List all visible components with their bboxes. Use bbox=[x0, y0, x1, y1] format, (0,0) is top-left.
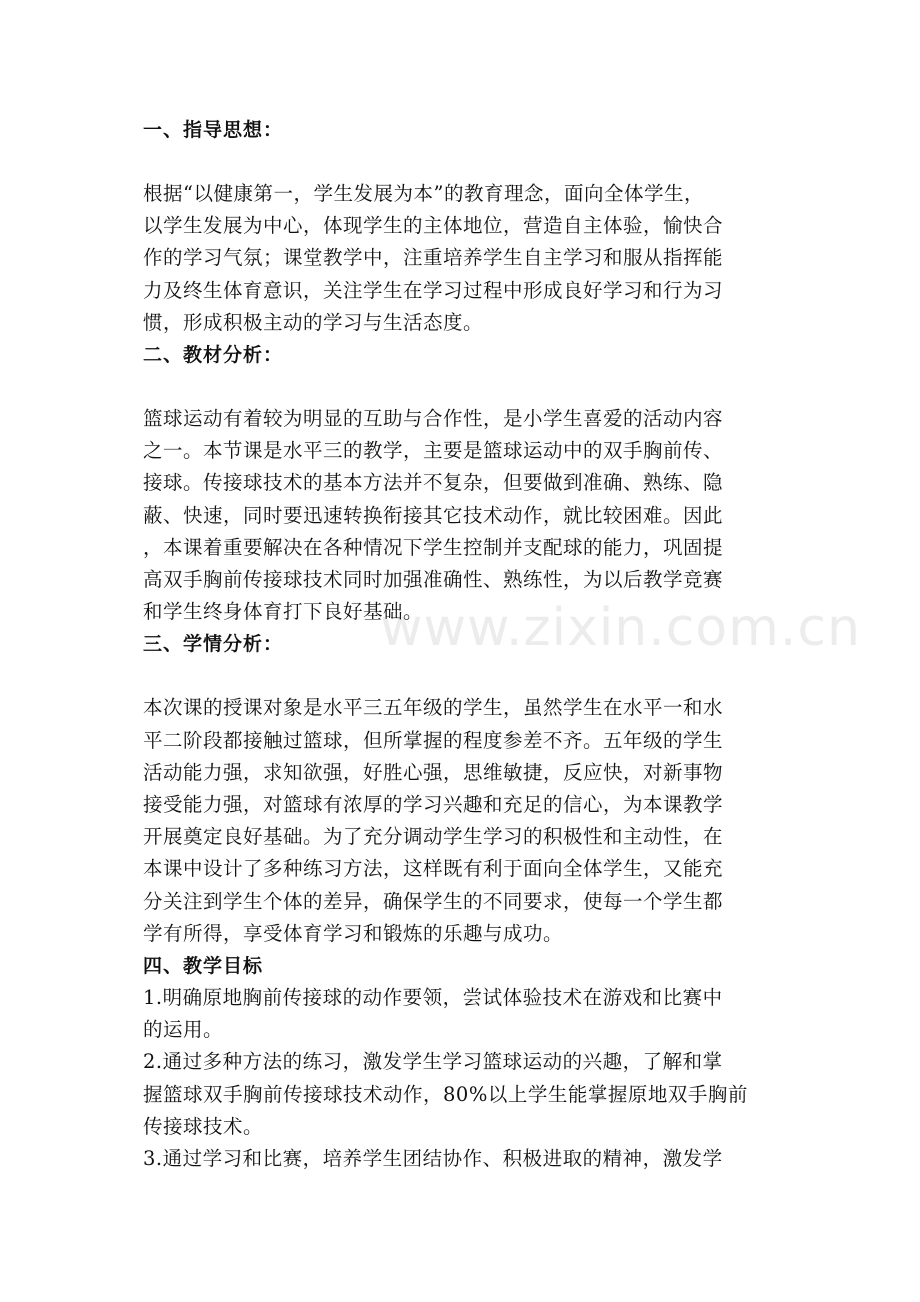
text-line: ，本课着重要解决在各种情况下学生控制并支配球的能力，巩固提 bbox=[143, 535, 724, 559]
spacer bbox=[143, 146, 773, 178]
text-line: 本课中设计了多种练习方法，这样既有利于面向全体学生，又能充 bbox=[143, 857, 724, 881]
document-page bbox=[143, 114, 773, 1175]
text-line: 之一。本节课是水平三的教学，主要是篮球运动中的双手胸前传、 bbox=[143, 439, 724, 463]
text-line: 和学生终身体育打下良好基础。 bbox=[143, 600, 424, 624]
text-line: 1.明确原地胸前传接球的动作要领，尝试体验技术在游戏和比赛中 bbox=[143, 986, 723, 1010]
section-heading-guiding-thought: 一、指导思想： bbox=[143, 119, 284, 141]
spacer bbox=[143, 371, 773, 403]
text-line: 2.通过多种方法的练习，激发学生学习篮球运动的兴趣，了解和掌 bbox=[143, 1050, 723, 1074]
text-line: 活动能力强，求知欲强，好胜心强，思维敏捷，反应快，对新事物 bbox=[143, 760, 724, 784]
paragraph-student-analysis bbox=[143, 692, 773, 950]
text-line: 平二阶段都接触过篮球，但所掌握的程度参差不齐。五年级的学生 bbox=[143, 728, 724, 752]
section-heading-student-analysis: 三、学情分析： bbox=[143, 633, 284, 656]
text-line: 以学生发展为中心，体现学生的主体地位，营造自主体验，愉快合 bbox=[143, 214, 724, 238]
text-line: 的运用。 bbox=[143, 1018, 224, 1042]
text-line: 传接球技术。 bbox=[143, 1114, 264, 1138]
paragraph-material-analysis bbox=[143, 403, 773, 628]
text-line: 高双手胸前传接球技术同时加强准确性、熟练性，为以后教学竞赛 bbox=[143, 568, 724, 592]
text-line: 力及终生体育意识，关注学生在学习过程中形成良好学习和行为习 bbox=[143, 278, 724, 302]
text-line: 本次课的授课对象是水平三五年级的学生，虽然学生在水平一和水 bbox=[143, 696, 724, 720]
text-line: 开展奠定良好基础。为了充分调动学生学习的积极性和主动性，在 bbox=[143, 825, 724, 849]
paragraph-guiding-thought bbox=[143, 178, 773, 339]
text-line: 蔽、快速，同时要迅速转换衔接其它技术动作，就比较困难。因此 bbox=[143, 503, 724, 527]
text-line: 握篮球双手胸前传接球技术动作，80%以上学生能掌握原地双手胸前 bbox=[143, 1082, 748, 1106]
text-line: 作的学习气氛；课堂教学中，注重培养学生自主学习和服从指挥能 bbox=[143, 246, 724, 270]
section-heading-material-analysis: 二、教材分析： bbox=[143, 344, 284, 367]
watermark: www.zixin.com.cn bbox=[380, 598, 861, 658]
text-line: 学有所得，享受体育学习和锻炼的乐趣与成功。 bbox=[143, 921, 564, 945]
text-line: 3.通过学习和比赛，培养学生团结协作、积极进取的精神，激发学 bbox=[143, 1147, 723, 1171]
text-line: 分关注到学生个体的差异，确保学生的不同要求，使每一个学生都 bbox=[143, 889, 724, 913]
paragraph-teaching-goals bbox=[143, 982, 773, 1175]
text-line: 接受能力强，对篮球有浓厚的学习兴趣和充足的信心，为本课教学 bbox=[143, 793, 724, 817]
section-heading-teaching-goals: 四、教学目标 bbox=[143, 955, 264, 978]
text-line: 接球。传接球技术的基本方法并不复杂，但要做到准确、熟练、隐 bbox=[143, 471, 724, 495]
text-line: 根据“以健康第一，学生发展为本”的教育理念，面向全体学生， bbox=[143, 182, 704, 205]
text-line: 惯，形成积极主动的学习与生活态度。 bbox=[143, 310, 484, 334]
text-line: 篮球运动有着较为明显的互助与合作性，是小学生喜爱的活动内容 bbox=[143, 407, 724, 431]
spacer bbox=[143, 660, 773, 692]
